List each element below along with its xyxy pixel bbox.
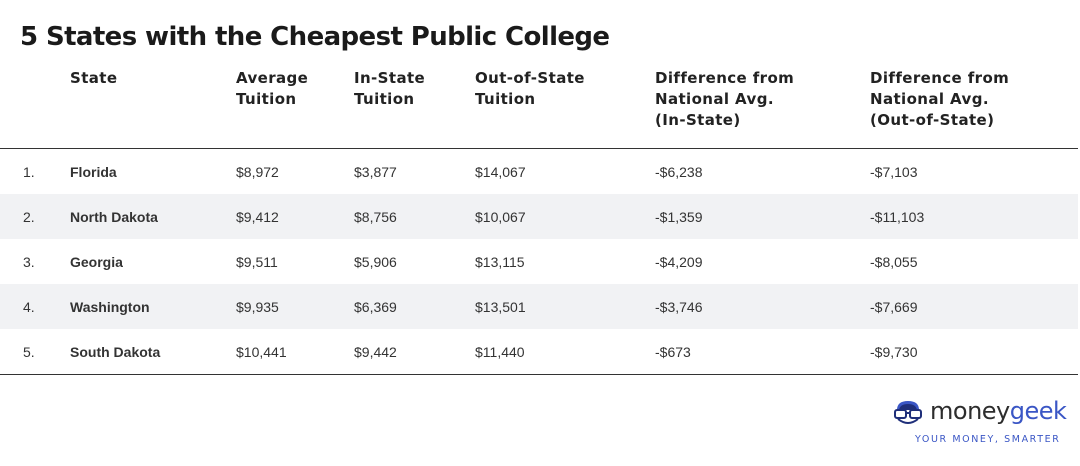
- table-row: [0, 239, 1078, 284]
- page-title: 5 States with the Cheapest Public College: [20, 22, 610, 52]
- cell-out-of-state-tuition: $13,115: [475, 253, 525, 270]
- cell-in-state-tuition: $9,442: [354, 329, 475, 375]
- logo-wordmark-money: money: [930, 397, 1010, 425]
- cell-rank: 5.: [0, 329, 70, 375]
- table-row: [0, 284, 1078, 329]
- cell-out-of-state-tuition: $11,440: [475, 329, 655, 375]
- cell-in-state-tuition: $8,756: [354, 194, 475, 239]
- table-row: [0, 194, 1078, 239]
- table-header-row: [0, 64, 1078, 149]
- cell-state: Georgia: [70, 253, 123, 270]
- cell-average-tuition: $9,412: [236, 194, 354, 239]
- cell-state: Washington: [70, 284, 236, 329]
- cell-rank: 2.: [0, 194, 70, 239]
- cell-out-of-state-tuition: $10,067: [475, 194, 655, 239]
- logo-wordmark-geek: geek: [1009, 397, 1067, 425]
- cell-diff-out-of-state: -$9,730: [870, 329, 1078, 375]
- cell-in-state-tuition: $3,877: [354, 163, 397, 180]
- cell-diff-in-state: -$673: [655, 329, 870, 375]
- moneygeek-logo: [892, 396, 1067, 446]
- tuition-table: [0, 64, 1078, 375]
- header-in-state-tuition: In-State Tuition: [354, 64, 475, 149]
- cell-diff-in-state: -$3,746: [655, 284, 870, 329]
- logo-wordmark: [930, 396, 1066, 426]
- cell-rank: 3.: [23, 253, 35, 270]
- table-row: [0, 329, 1078, 375]
- cell-diff-out-of-state: -$8,055: [870, 253, 918, 270]
- cell-rank: 4.: [0, 284, 70, 329]
- cell-in-state-tuition: $5,906: [354, 253, 397, 270]
- header-diff-out-of-state: Difference from National Avg. (Out-of-State): [870, 64, 1078, 149]
- cell-average-tuition: $9,511: [236, 253, 278, 270]
- header-diff-in-state: Difference from National Avg. (In-State): [655, 64, 870, 149]
- cell-average-tuition: $10,441: [236, 329, 354, 375]
- cell-diff-in-state: -$6,238: [655, 163, 703, 180]
- cell-state: Florida: [70, 163, 117, 180]
- table-row: [0, 149, 1078, 195]
- cell-average-tuition: $8,972: [236, 163, 279, 180]
- header-state: State: [70, 64, 236, 149]
- cell-diff-out-of-state: -$11,103: [870, 194, 1078, 239]
- cell-diff-out-of-state: -$7,103: [870, 163, 918, 180]
- cell-out-of-state-tuition: $14,067: [475, 163, 526, 180]
- cell-state: South Dakota: [70, 329, 236, 375]
- logo-tagline: YOUR MONEY, SMARTER: [915, 434, 1061, 445]
- cell-in-state-tuition: $6,369: [354, 284, 475, 329]
- cell-out-of-state-tuition: $13,501: [475, 284, 655, 329]
- cell-average-tuition: $9,935: [236, 284, 354, 329]
- header-rank: [0, 64, 70, 149]
- cell-diff-out-of-state: -$7,669: [870, 284, 1078, 329]
- cell-state: North Dakota: [70, 194, 236, 239]
- cell-rank: 1.: [23, 163, 35, 180]
- cell-diff-in-state: -$1,359: [655, 194, 870, 239]
- moneygeek-mascot-icon: [892, 398, 924, 428]
- header-average-tuition: Average Tuition: [236, 64, 354, 149]
- cell-diff-in-state: -$4,209: [655, 253, 703, 270]
- header-out-of-state-tuition: Out-of-State Tuition: [475, 64, 655, 149]
